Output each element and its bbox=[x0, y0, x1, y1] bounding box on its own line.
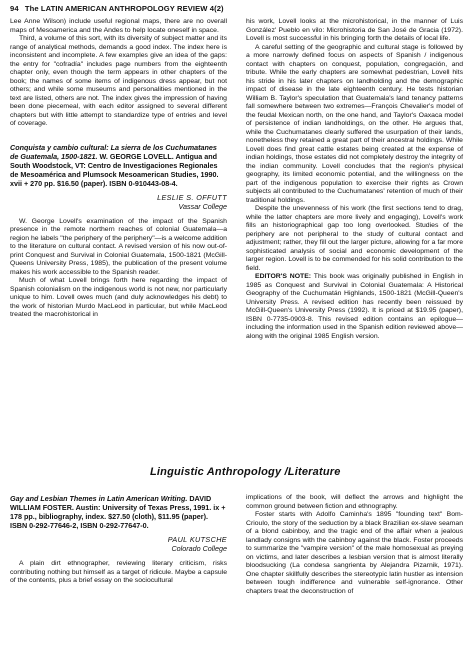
journal-title: The LATIN AMERICAN ANTHROPOLOGY REVIEW 4(2) bbox=[24, 4, 224, 13]
reviewer-signature bbox=[10, 535, 227, 553]
paragraph: W. George Lovell's examination of the impact of the Spanish presence in the remote northern reaches of colonial Guatemala—a region he labels "the periphery of the periphery"—is a welcome addition to the literature on cultural contact. A revised version of his now out-of-print Conquest and Survival in Colonial Guatemala, 1500-1821 (McGill-Queens University Press, 1985), the publication of the present volume makes his work accessible to the Spanish reader. bbox=[10, 217, 227, 276]
book-details: DAVID WILLIAM FOSTER. Austin: University of Texas Press, 1991. ix + 178 pp., bibliography, index. $27.50 (cloth), $11.95 (paper). ISBN 0-292-77646-2, ISBN 0-292-77647-0. bbox=[10, 494, 226, 530]
editors-note-text: This book was originally published in English in 1985 as Conquest and Survival in Colonial Guatemala: A Historical Geography of the Cuchumatán Highlands, 1500-1821 (McGill-Queen's University Press. A revised edition has recently been reissued by McGill-Queen's University Press (1992). It is priced at $19.95 (paper), ISBN 0-7735-0903-8. This revised edition contains an epilogue—including the information used in the Spanish edition reviewed above—along with the original 1985 English version. bbox=[246, 273, 463, 340]
paragraph: A plain dirt ethnographer, reviewing literary criticism, risks contributing nothing but himself as a target of ridicule. Maybe a capsule of the contents, plus a brief essay on the sociocultural bbox=[10, 560, 227, 584]
book-title: Gay and Lesbian Themes in Latin American Writing. bbox=[10, 494, 188, 503]
paragraph: Lee Anne Wilson) include useful regional maps, there are no overall maps of Mesoamerica and the Andes to help locate oneself in space. bbox=[10, 18, 227, 34]
right-column-top bbox=[246, 18, 463, 341]
editors-note-label: EDITOR'S NOTE: bbox=[255, 273, 312, 280]
left-column-top bbox=[10, 18, 227, 320]
reviewer-name: LESLIE S. OFFUTT bbox=[157, 192, 227, 202]
reviewer-name: PAUL KUTSCHE bbox=[167, 535, 227, 544]
section-heading: Linguistic Anthropology /Literature bbox=[150, 466, 341, 478]
review-citation bbox=[10, 494, 227, 530]
left-column-bottom bbox=[10, 494, 227, 586]
paragraph: A careful setting of the geographic and cultural stage is followed by a more narrowly defined focus on aspects of Spanish / indigenous contact with chapters on conquest, population, congregación, and tribute. While the early chapters are somewhat pedestrian, Lovell hits his stride in his later chapters on landholding and the demographic impact of disease in the late eighteenth century. He tests historian William B. Taylor's speculation that Guatemala's land tenancy patterns fall somewhere between two extremes—François Chevalier's model of the feudal Mexican north, on the one hand, and Taylor's Oaxaca model of persistence of indian landholdings, on the other. He argues that, while the Cuchumatanes clearly suffered the usurpation of their lands, nonetheless they retained a great part of their ancestral holdings. While Lovell does find great cattle estates being created at the expense of indian holdings, those estates did not completely destroy the integrity of the indian community. Lovell concludes that the region's physical geography, its limited economic potential, and the willingness on the part of the indigenous population to exercise their rights as Crown subjects all contributed to the Cuchumatanes' retention of much of their traditional holdings. bbox=[246, 43, 463, 204]
reviewer-institution: Colorado College bbox=[171, 544, 227, 553]
right-column-bottom bbox=[246, 494, 463, 596]
paragraph: Much of what Lovell brings forth here regarding the impact of Spanish colonialism on the indigenous world is not new, nor particularly unique to him. Lovell owes much (and duly acknowledges his debt) to the work of historian Murdo MacLeod in particular, but while MacLeod treated the macrohistorical in bbox=[10, 277, 227, 318]
editors-note bbox=[246, 273, 463, 341]
paragraph: Third, a volume of this sort, with its diversity of subject matter and its range of analytical methods, demands a good index. The index here is inconsistent and incomplete. A few examples give an idea of the gaps: the entry for "cofradía" includes page numbers from the eighteenth chapter only, even though the term appears in other chapters of the book; the names of some items of indigenous dress appear, but not others; and while some museums and personalities mentioned in the text are listed, others are not. The index gives the impression of having been done piecemeal, with each editor assigned to several different chapters but with little attempt to standardize type of entries and level of coverage. bbox=[10, 35, 227, 127]
review-citation bbox=[10, 143, 227, 188]
book-title: Conquista y cambio cultural: La sierra de los Cuchumatanes de Guatemala, 1500-1821. bbox=[10, 142, 217, 161]
book-details: W. GEORGE LOVELL. Antigua and South Woodstock, VT: Centro de Investigaciones Regionales de Mesoamérica and Plumsock Mesoamerican Studies, 1990. xvii + 270 pp. $16.50 (paper). ISBN 0-910443-08-4. bbox=[10, 151, 219, 188]
paragraph: his work, Lovell looks at the microhistorical, in the manner of Luis González' Pueblo en vilo: Microhistoria de San José de Gracia (1972). Lovell is most successful in his bringing forth the details of local life. bbox=[246, 18, 463, 42]
paragraph: implications of the book, will deflect the arrows and highlight the common ground between fiction and ethnography. bbox=[246, 494, 463, 510]
reviewer-signature bbox=[10, 193, 227, 211]
running-header bbox=[10, 4, 464, 13]
page-number: 94 bbox=[10, 4, 19, 13]
paragraph: Foster starts with Adolfo Caminha's 1895 "founding text" Bom-Crioulo, the story of the seduction by a black Brazilian ex-slave seaman of a blond cabinboy, and the tragic end of the affair when a jealous landlady consigns with the cabinboy against the black. Foster proceeds to summarize the "vampire version" of the male homosexual as preying on victims, and later describes a lesbian version that is almost literally bloodsucking (La condesa sangrienta by Alejandra Pizarnik, 1971). One chapter skillfully describes the stereotypic latin hustler as intension between tough indifference and vulnerable self-ignorance. Other chapters treat the deconstruction of bbox=[246, 511, 463, 595]
reviewer-institution: Vassar College bbox=[178, 201, 227, 211]
paragraph: Despite the unevenness of his work (the first sections tend to drag, while the latter chapters are more lively and engaging), Lovell's work fills an historiographical gap too long overlooked. Studies of the periphery are not peripheral to the study of cultural contact and adjustment; rather, they fill out the larger picture, allowing for a far more sophisticated analysis of social and economic development of the larger region. Lovell is to be commended for his solid contribution to the field. bbox=[246, 205, 463, 272]
